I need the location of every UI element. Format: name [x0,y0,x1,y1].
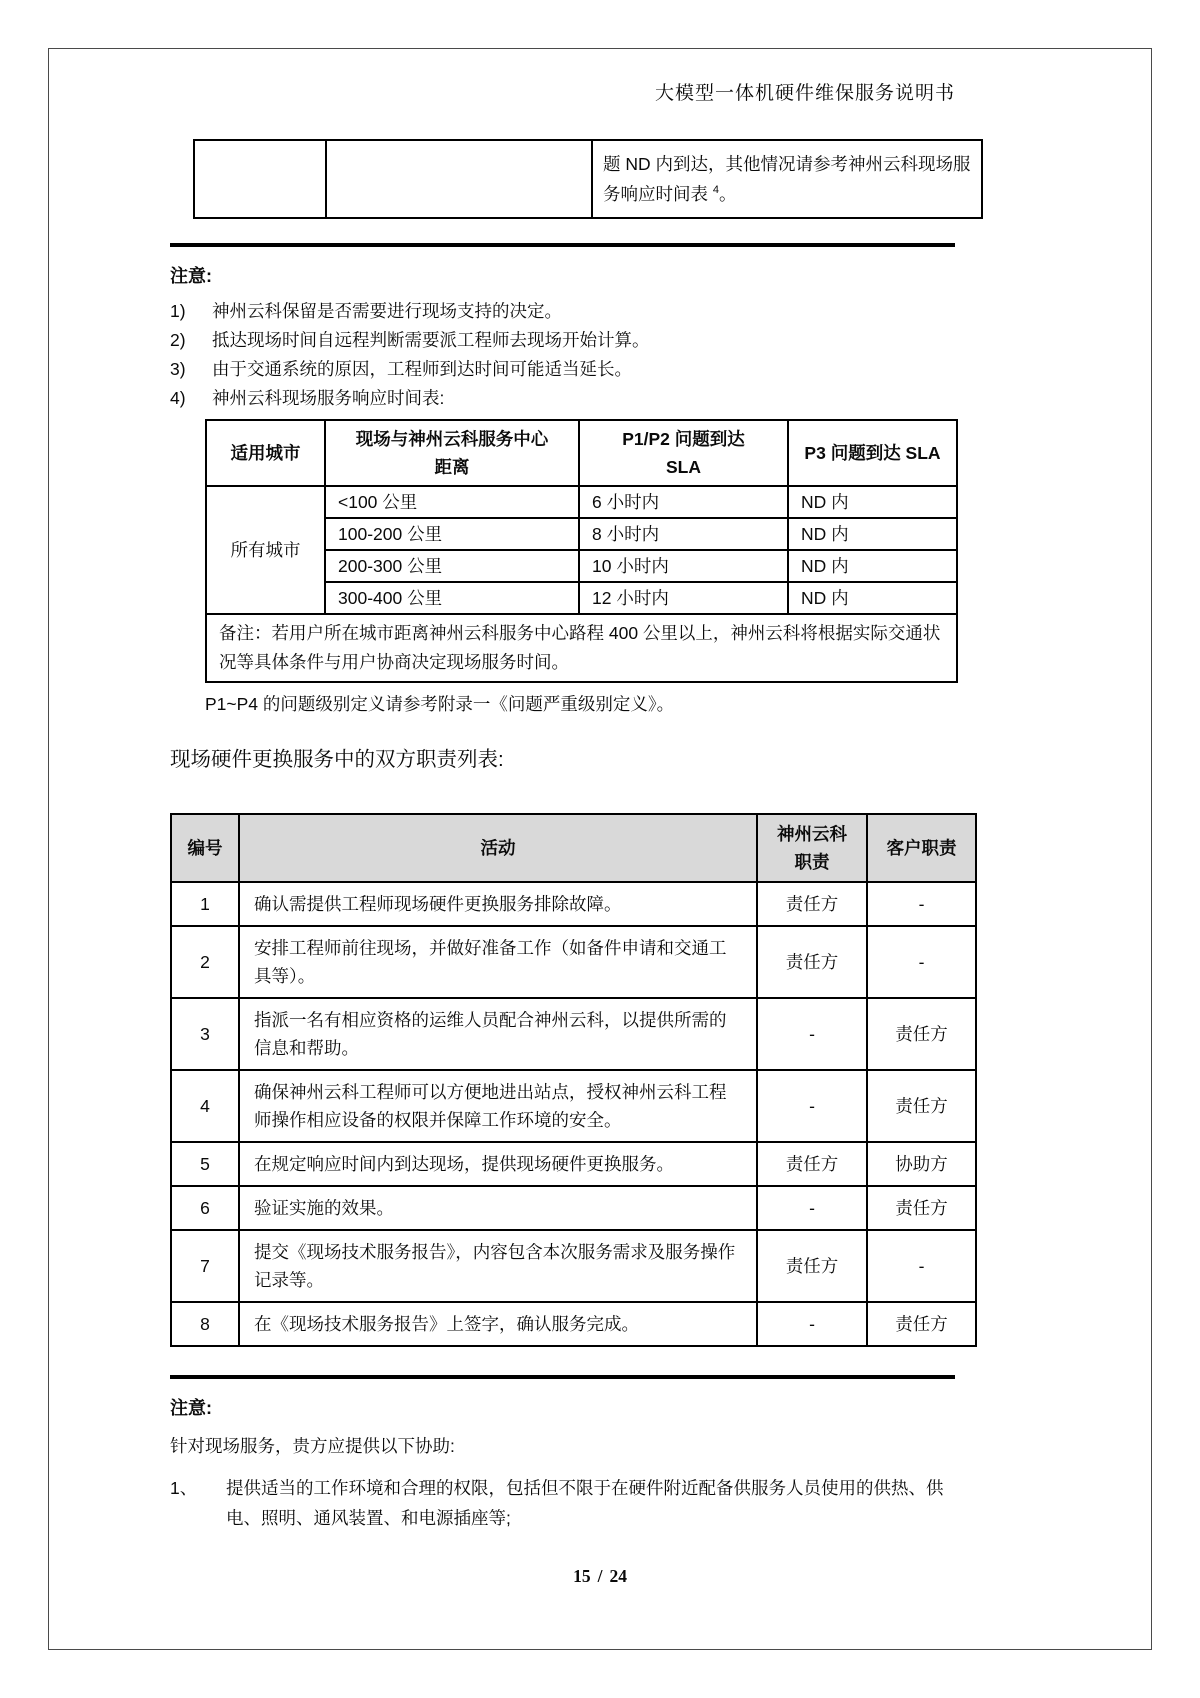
resp-number-cell: 8 [171,1302,239,1346]
resp-number-cell: 6 [171,1186,239,1230]
table-row [194,140,982,218]
resp-vendor-cell: - [757,1070,867,1142]
table-row [171,926,976,998]
notice-list [170,1473,955,1533]
list-text: 抵达现场时间自远程判断需要派工程师去现场开始计算。 [212,330,650,350]
sla-distance-cell: 200-300 公里 [325,550,579,582]
sla-p1p2-cell: 10 小时内 [579,550,788,582]
resp-number-cell: 4 [171,1070,239,1142]
sla-header-p3 [788,420,957,486]
table-row [171,1302,976,1346]
sla-p3-cell: ND 内 [788,582,957,614]
section-divider-rule [170,1375,955,1379]
sla-remark-cell: 备注：若用户所在城市距离神州云科服务中心路程 400 公里以上，神州云科将根据实际交通状况等具体条件与用户协商决定现场服务时间。 [206,614,957,682]
resp-number-cell: 7 [171,1230,239,1302]
carryover-text-cell [592,140,982,218]
resp-header-customer: 客户职责 [867,814,976,882]
notice-heading: 注意: [170,1398,212,1418]
list-item [170,355,955,384]
sla-distance-cell: 300-400 公里 [325,582,579,614]
carryover-text: 题 ND 内到达，其他情况请参考神州云科现场服务响应时间表 [603,154,971,204]
resp-activity-cell: 提交《现场技术服务报告》，内容包含本次服务需求及服务操作记录等。 [239,1230,757,1302]
resp-customer-cell: 责任方 [867,998,976,1070]
table-row [171,1230,976,1302]
sla-response-time-table [205,419,958,683]
resp-customer-cell: 责任方 [867,1186,976,1230]
resp-customer-cell: - [867,882,976,926]
list-number: 2) [170,330,186,350]
table-row [171,1186,976,1230]
resp-vendor-cell: 责任方 [757,926,867,998]
list-item [170,1473,955,1533]
sla-header-p1p2 [579,420,788,486]
resp-vendor-cell: 责任方 [757,882,867,926]
resp-vendor-cell: 责任方 [757,1230,867,1302]
table-row [171,1070,976,1142]
table-header-row [171,814,976,882]
resp-activity-cell: 指派一名有相应资格的运维人员配合神州云科，以提供所需的信息和帮助。 [239,998,757,1070]
notice-intro-text: 针对现场服务，贵方应提供以下协助: [170,1436,455,1456]
responsibilities-table [170,813,977,1347]
carryover-text-end: 。 [719,184,737,204]
carryover-empty-cell-2 [326,140,592,218]
list-text: 提供适当的工作环境和合理的权限，包括但不限于在硬件附近配备供服务人员使用的供热、供电、照明、通风装置、和电源插座等; [226,1478,944,1528]
table-row [171,1142,976,1186]
resp-activity-cell: 验证实施的效果。 [239,1186,757,1230]
sla-p1p2-cell: 6 小时内 [579,486,788,518]
carryover-empty-cell-1 [194,140,326,218]
list-text: 神州云科现场服务响应时间表: [212,388,445,408]
footnote-reference: 4 [712,184,719,197]
table-row [206,486,957,518]
table-row [171,998,976,1070]
resp-vendor-cell: - [757,998,867,1070]
resp-customer-cell: - [867,926,976,998]
sla-p3-cell: ND 内 [788,550,957,582]
sla-p1p2-cell: 8 小时内 [579,518,788,550]
resp-header-vendor [757,814,867,882]
header-line: 适用城市 [230,443,301,463]
header-line: SLA [666,457,701,477]
resp-header-number: 编号 [171,814,239,882]
notice-heading: 注意: [170,266,212,286]
sla-city-cell: 所有城市 [206,486,325,614]
list-number: 1、 [170,1478,198,1498]
resp-activity-cell: 确保神州云科工程师可以方便地进出站点，授权神州云科工程师操作相应设备的权限并保障工作环境的安全。 [239,1070,757,1142]
list-item [170,326,955,355]
page-separator: / [597,1566,603,1586]
page-current: 15 [573,1566,591,1586]
sla-p1p2-cell: 12 小时内 [579,582,788,614]
table-row [171,882,976,926]
resp-header-activity: 活动 [239,814,757,882]
header-line: P3 问题到达 SLA [804,443,941,463]
resp-number-cell: 1 [171,882,239,926]
carryover-table [193,139,983,219]
sla-header-city [206,420,325,486]
sla-p3-cell: ND 内 [788,518,957,550]
resp-activity-cell: 确认需提供工程师现场硬件更换服务排除故障。 [239,882,757,926]
list-number: 3) [170,359,186,379]
resp-activity-cell: 安排工程师前往现场，并做好准备工作（如备件申请和交通工具等）。 [239,926,757,998]
sla-distance-cell: <100 公里 [325,486,579,518]
page-content [170,48,971,1533]
header-line: P1/P2 问题到达 [622,429,745,449]
resp-number-cell: 2 [171,926,239,998]
resp-activity-cell: 在规定响应时间内到达现场，提供现场硬件更换服务。 [239,1142,757,1186]
resp-vendor-cell: - [757,1186,867,1230]
section-divider-rule [170,243,955,247]
header-line: 职责 [794,852,830,872]
list-text: 神州云科保留是否需要进行现场支持的决定。 [212,301,562,321]
resp-number-cell: 3 [171,998,239,1070]
list-number: 4) [170,388,186,408]
page-number [0,1566,1200,1587]
list-item [170,297,955,326]
resp-customer-cell: 协助方 [867,1142,976,1186]
list-item [170,384,955,413]
resp-vendor-cell: - [757,1302,867,1346]
resp-customer-cell: 责任方 [867,1070,976,1142]
resp-number-cell: 5 [171,1142,239,1186]
resp-customer-cell: - [867,1230,976,1302]
resp-vendor-cell: 责任方 [757,1142,867,1186]
notice-list [170,297,955,413]
header-line: 距离 [434,457,470,477]
sla-p3-cell: ND 内 [788,486,957,518]
section-title: 现场硬件更换服务中的双方职责列表: [170,748,504,771]
list-text: 由于交通系统的原因，工程师到达时间可能适当延长。 [212,359,632,379]
table-row [206,614,957,682]
header-line: 神州云科 [777,824,847,844]
page-total: 24 [609,1566,627,1586]
sla-distance-cell: 100-200 公里 [325,518,579,550]
sla-header-distance [325,420,579,486]
resp-customer-cell: 责任方 [867,1302,976,1346]
severity-definition-note: P1~P4 的问题级别定义请参考附录一《问题严重级别定义》。 [205,694,675,714]
table-header-row [206,420,957,486]
document-header-title: 大模型一体机硬件维保服务说明书 [654,83,955,104]
list-number: 1) [170,301,186,321]
header-line: 现场与神州云科服务中心 [355,429,549,449]
resp-activity-cell: 在《现场技术服务报告》上签字，确认服务完成。 [239,1302,757,1346]
